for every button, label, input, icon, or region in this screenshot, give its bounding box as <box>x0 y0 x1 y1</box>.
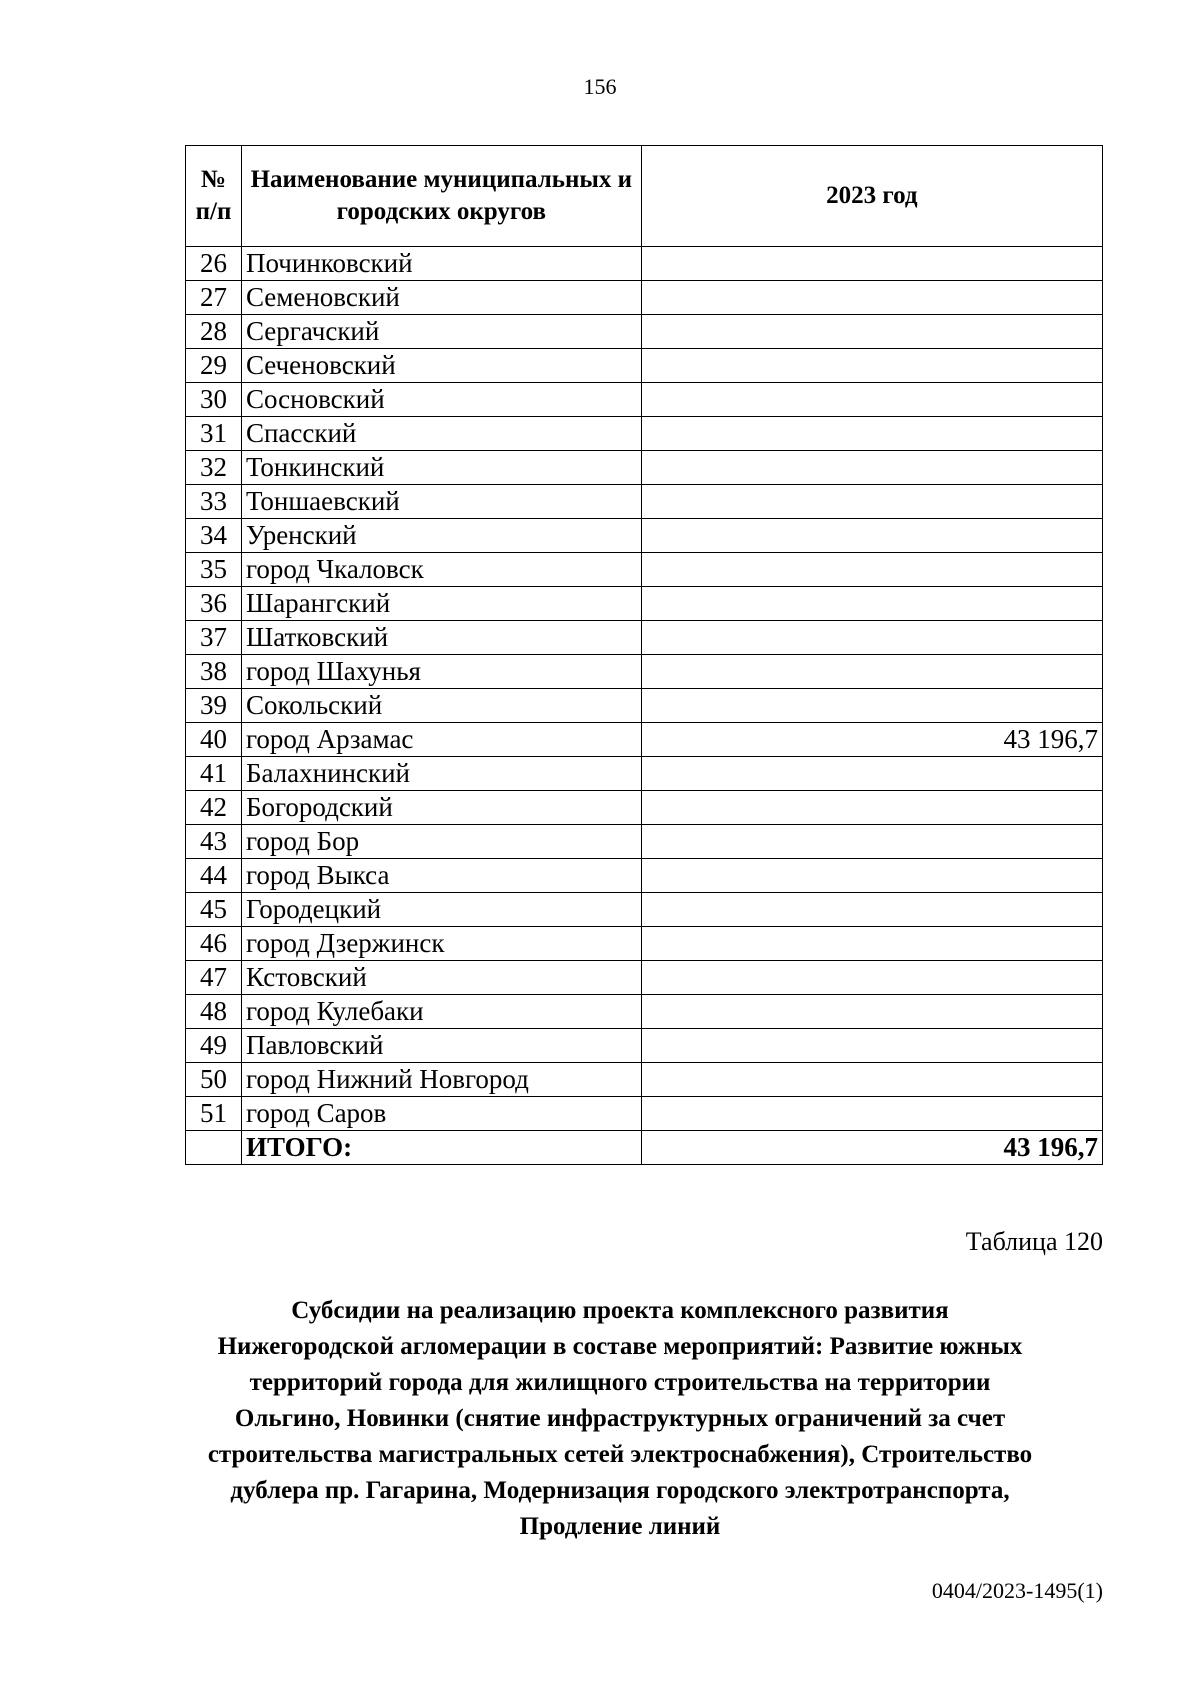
row-value <box>641 791 1102 825</box>
row-number: 38 <box>186 655 242 689</box>
row-number: 29 <box>186 349 242 383</box>
table-row <box>186 893 1103 927</box>
row-name: Кстовский <box>241 961 641 995</box>
row-value <box>641 247 1102 281</box>
row-number: 47 <box>186 961 242 995</box>
row-value <box>641 315 1102 349</box>
table-row <box>186 791 1103 825</box>
table-header-row <box>186 146 1103 247</box>
row-value: 43 196,7 <box>641 723 1102 757</box>
row-number: 37 <box>186 621 242 655</box>
row-number: 51 <box>186 1097 242 1131</box>
row-name: Богородский <box>241 791 641 825</box>
row-value <box>641 349 1102 383</box>
row-name: город Арзамас <box>241 723 641 757</box>
row-value <box>641 893 1102 927</box>
row-number: 41 <box>186 757 242 791</box>
row-value <box>641 961 1102 995</box>
row-number: 35 <box>186 553 242 587</box>
row-value <box>641 825 1102 859</box>
row-value <box>641 655 1102 689</box>
row-name: Балахнинский <box>241 757 641 791</box>
row-name: Городецкий <box>241 893 641 927</box>
row-number: 32 <box>186 451 242 485</box>
row-name: город Шахунья <box>241 655 641 689</box>
row-value <box>641 553 1102 587</box>
table-row <box>186 1029 1103 1063</box>
row-value <box>641 859 1102 893</box>
total-value: 43 196,7 <box>641 1131 1102 1165</box>
table-row <box>186 519 1103 553</box>
row-name: Тоншаевский <box>241 485 641 519</box>
row-number: 30 <box>186 383 242 417</box>
table-row <box>186 1063 1103 1097</box>
row-number: 43 <box>186 825 242 859</box>
table-row <box>186 451 1103 485</box>
table-row <box>186 927 1103 961</box>
row-name: Уренский <box>241 519 641 553</box>
table-row <box>186 383 1103 417</box>
row-value <box>641 587 1102 621</box>
table-row <box>186 587 1103 621</box>
row-name: город Нижний Новгород <box>241 1063 641 1097</box>
row-value <box>641 281 1102 315</box>
row-value <box>641 689 1102 723</box>
header-year: 2023 год <box>641 146 1102 247</box>
row-value <box>641 757 1102 791</box>
table-row <box>186 859 1103 893</box>
row-number: 45 <box>186 893 242 927</box>
row-number: 44 <box>186 859 242 893</box>
row-value <box>641 451 1102 485</box>
total-row <box>186 1131 1103 1165</box>
row-name: Сосновский <box>241 383 641 417</box>
row-name: город Выкса <box>241 859 641 893</box>
row-name: Починковский <box>241 247 641 281</box>
table-row <box>186 961 1103 995</box>
row-number: 40 <box>186 723 242 757</box>
subsidy-table <box>185 145 1103 1165</box>
row-name: город Кулебаки <box>241 995 641 1029</box>
total-num-cell <box>186 1131 242 1165</box>
table-row <box>186 553 1103 587</box>
row-value <box>641 383 1102 417</box>
row-number: 28 <box>186 315 242 349</box>
table-row <box>186 349 1103 383</box>
row-name: Шарангский <box>241 587 641 621</box>
table-row <box>186 995 1103 1029</box>
row-number: 42 <box>186 791 242 825</box>
header-name: Наименование муниципальных и городских округов <box>241 146 641 247</box>
row-value <box>641 1063 1102 1097</box>
table-row <box>186 417 1103 451</box>
row-value <box>641 417 1102 451</box>
total-label: ИТОГО: <box>241 1131 641 1165</box>
row-name: Семеновский <box>241 281 641 315</box>
table-row <box>186 689 1103 723</box>
row-number: 31 <box>186 417 242 451</box>
row-name: город Бор <box>241 825 641 859</box>
row-value <box>641 995 1102 1029</box>
row-value <box>641 485 1102 519</box>
row-number: 27 <box>186 281 242 315</box>
row-number: 39 <box>186 689 242 723</box>
table-title: Субсидии на реализацию проекта комплексного развития Нижегородской агломерации в составе мероприятий: Развитие южных территорий города для жилищного строительства на территории Ольгино, Новинки (снятие инфраструктурных ограничений за счет строительства магистральных сетей электроснабжения), Строительство дублера пр. Гагарина, Модернизация городского электротранспорта, Продление линий <box>207 1297 1033 1540</box>
row-name: город Чкаловск <box>241 553 641 587</box>
row-value <box>641 621 1102 655</box>
table-row <box>186 281 1103 315</box>
row-number: 36 <box>186 587 242 621</box>
row-number: 33 <box>186 485 242 519</box>
table-row <box>186 1097 1103 1131</box>
row-value <box>641 1097 1102 1131</box>
table-row <box>186 485 1103 519</box>
table-caption: Таблица 120 <box>965 1227 1103 1256</box>
table-row <box>186 757 1103 791</box>
row-name: Павловский <box>241 1029 641 1063</box>
table-row <box>186 247 1103 281</box>
table-body <box>186 247 1103 1131</box>
table-row <box>186 315 1103 349</box>
page-number: 156 <box>583 74 617 99</box>
table-row <box>186 621 1103 655</box>
row-number: 46 <box>186 927 242 961</box>
row-name: Шатковский <box>241 621 641 655</box>
row-name: Спасский <box>241 417 641 451</box>
row-number: 49 <box>186 1029 242 1063</box>
row-name: город Дзержинск <box>241 927 641 961</box>
table-row <box>186 825 1103 859</box>
row-value <box>641 519 1102 553</box>
table-row <box>186 723 1103 757</box>
row-number: 34 <box>186 519 242 553</box>
header-num: № п/п <box>186 146 242 247</box>
row-number: 50 <box>186 1063 242 1097</box>
document-code: 0404/2023-1495(1) <box>931 1578 1103 1603</box>
row-name: Сокольский <box>241 689 641 723</box>
table-row <box>186 655 1103 689</box>
row-value <box>641 1029 1102 1063</box>
row-number: 26 <box>186 247 242 281</box>
row-name: Тонкинский <box>241 451 641 485</box>
row-name: Сергачский <box>241 315 641 349</box>
row-number: 48 <box>186 995 242 1029</box>
row-name: Сеченовский <box>241 349 641 383</box>
row-value <box>641 927 1102 961</box>
row-name: город Саров <box>241 1097 641 1131</box>
